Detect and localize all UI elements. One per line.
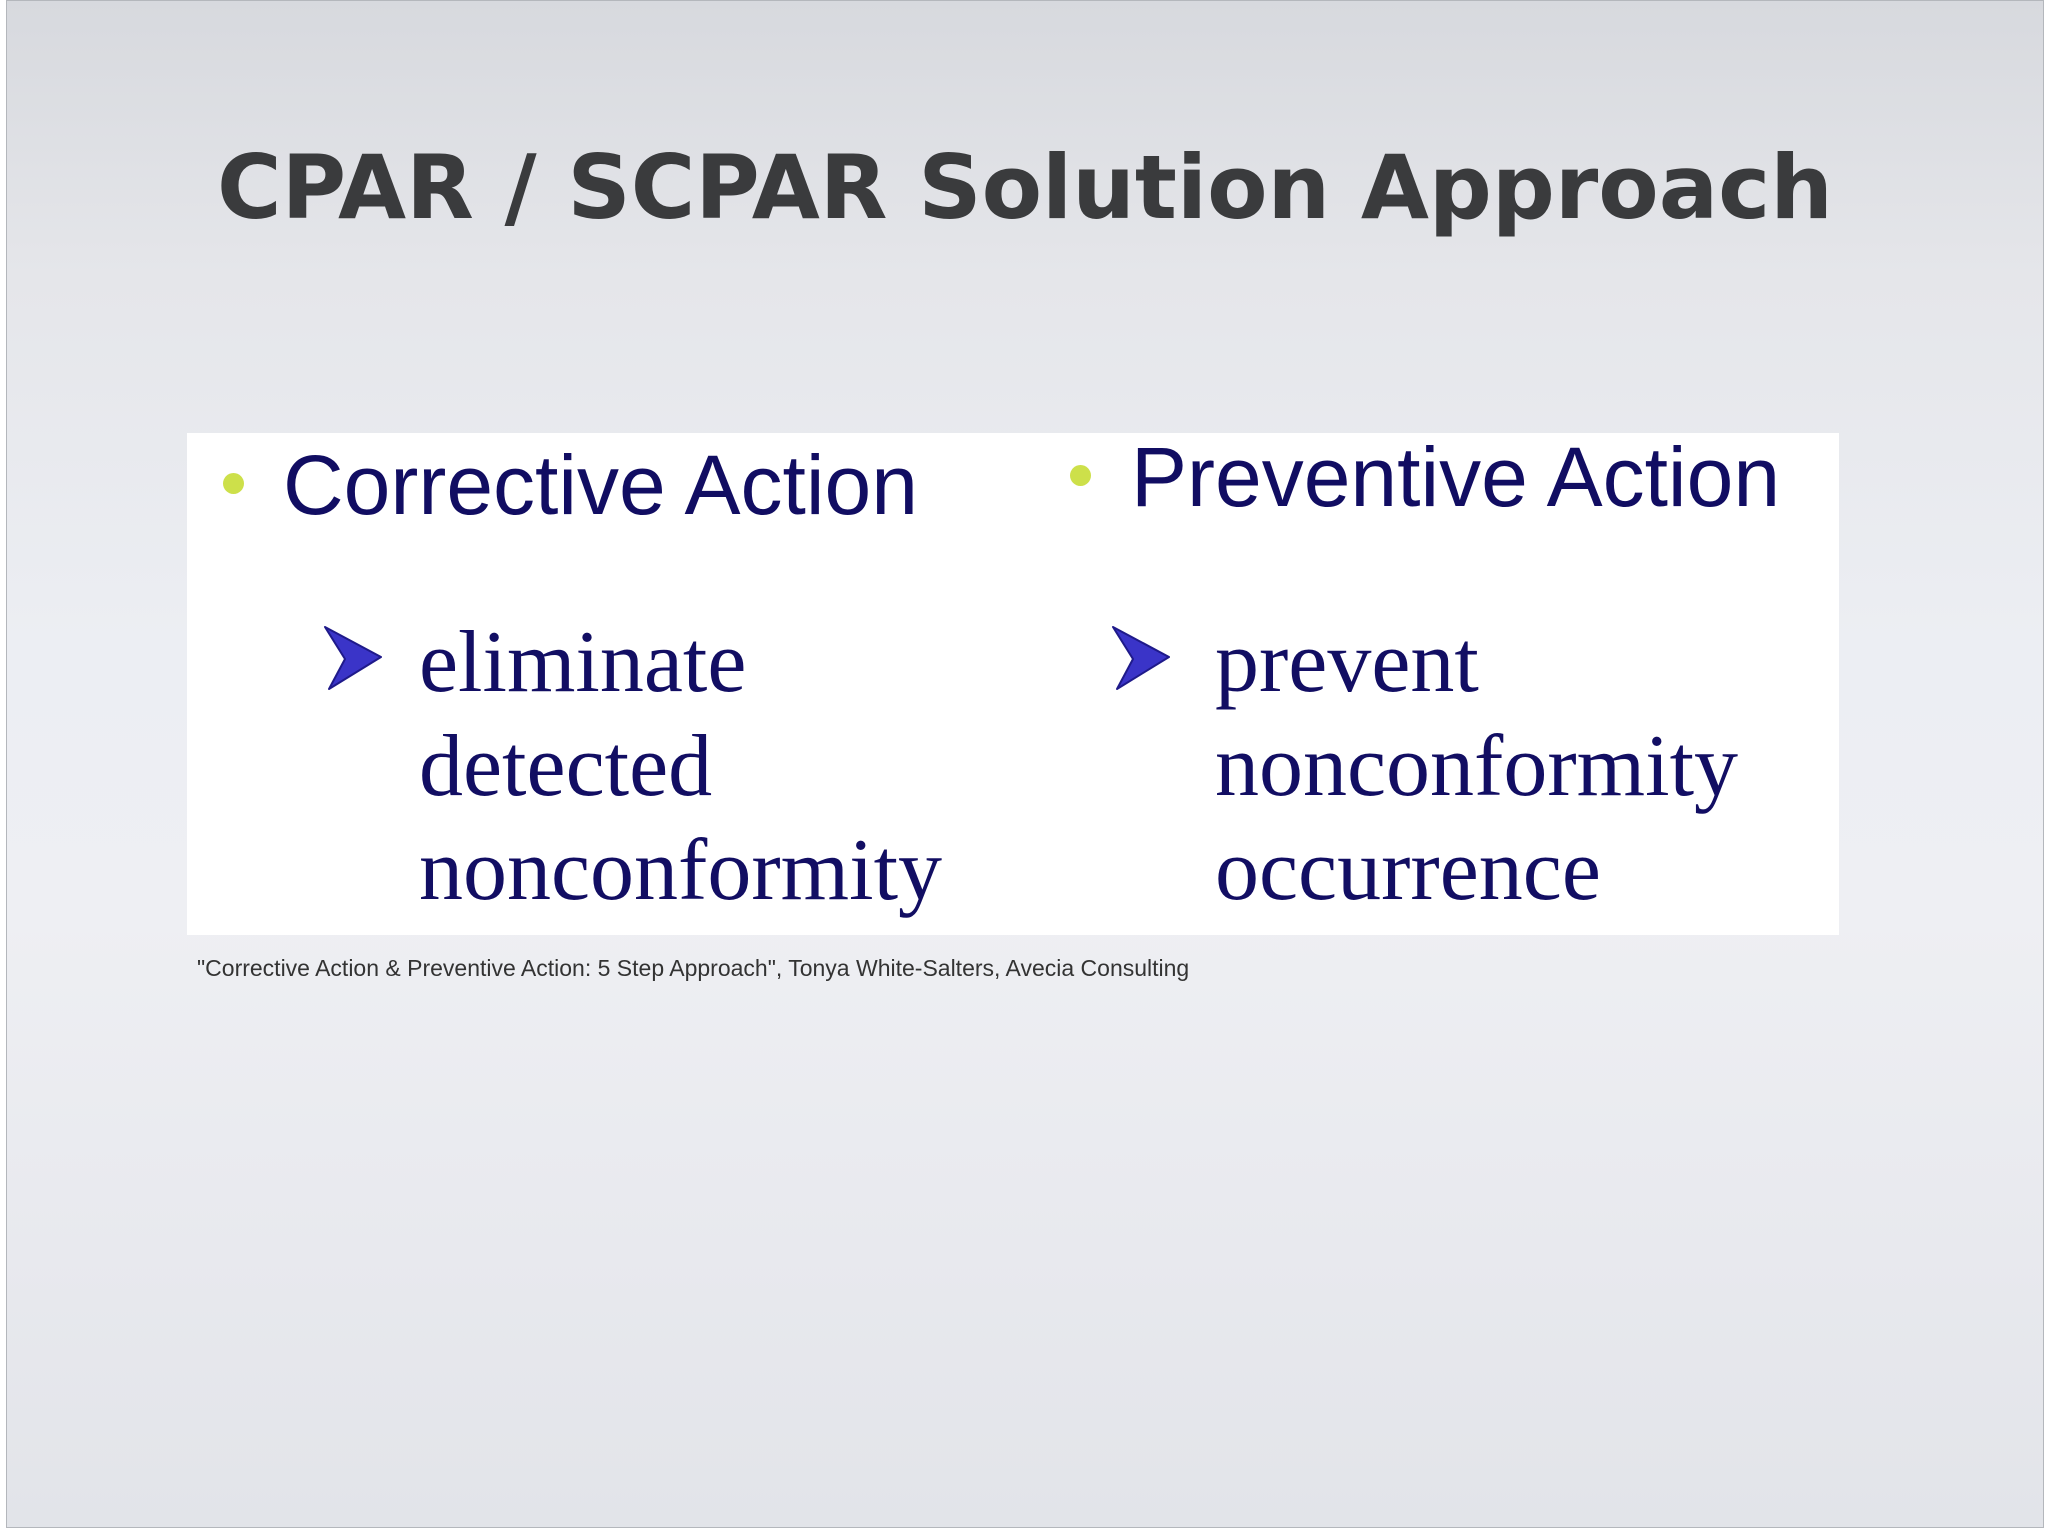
preventive-line-3: occurrence xyxy=(1215,822,1601,919)
corrective-line-3: nonconformity xyxy=(419,822,943,919)
bullet-dot-icon xyxy=(223,473,244,494)
corrective-line-1: eliminate xyxy=(419,614,747,711)
preventive-line-1: prevent xyxy=(1215,614,1479,711)
arrowhead-icon xyxy=(323,623,383,693)
slide-title: CPAR / SCPAR Solution Approach xyxy=(217,136,1833,239)
corrective-action-heading: Corrective Action xyxy=(283,438,918,532)
arrowhead-icon xyxy=(1111,623,1171,693)
content-panel xyxy=(187,430,1839,935)
preventive-action-heading: Preventive Action xyxy=(1131,430,1781,524)
preventive-line-2: nonconformity xyxy=(1215,718,1739,815)
slide xyxy=(6,0,2044,1528)
corrective-action-text xyxy=(419,611,942,923)
bullet-dot-icon xyxy=(1070,465,1091,486)
corrective-line-2: detected xyxy=(419,718,713,815)
source-caption: "Corrective Action & Preventive Action: 5 Step Approach", Tonya White-Salters, Avecia Consulting xyxy=(197,955,1190,981)
preventive-action-text xyxy=(1215,611,1738,923)
